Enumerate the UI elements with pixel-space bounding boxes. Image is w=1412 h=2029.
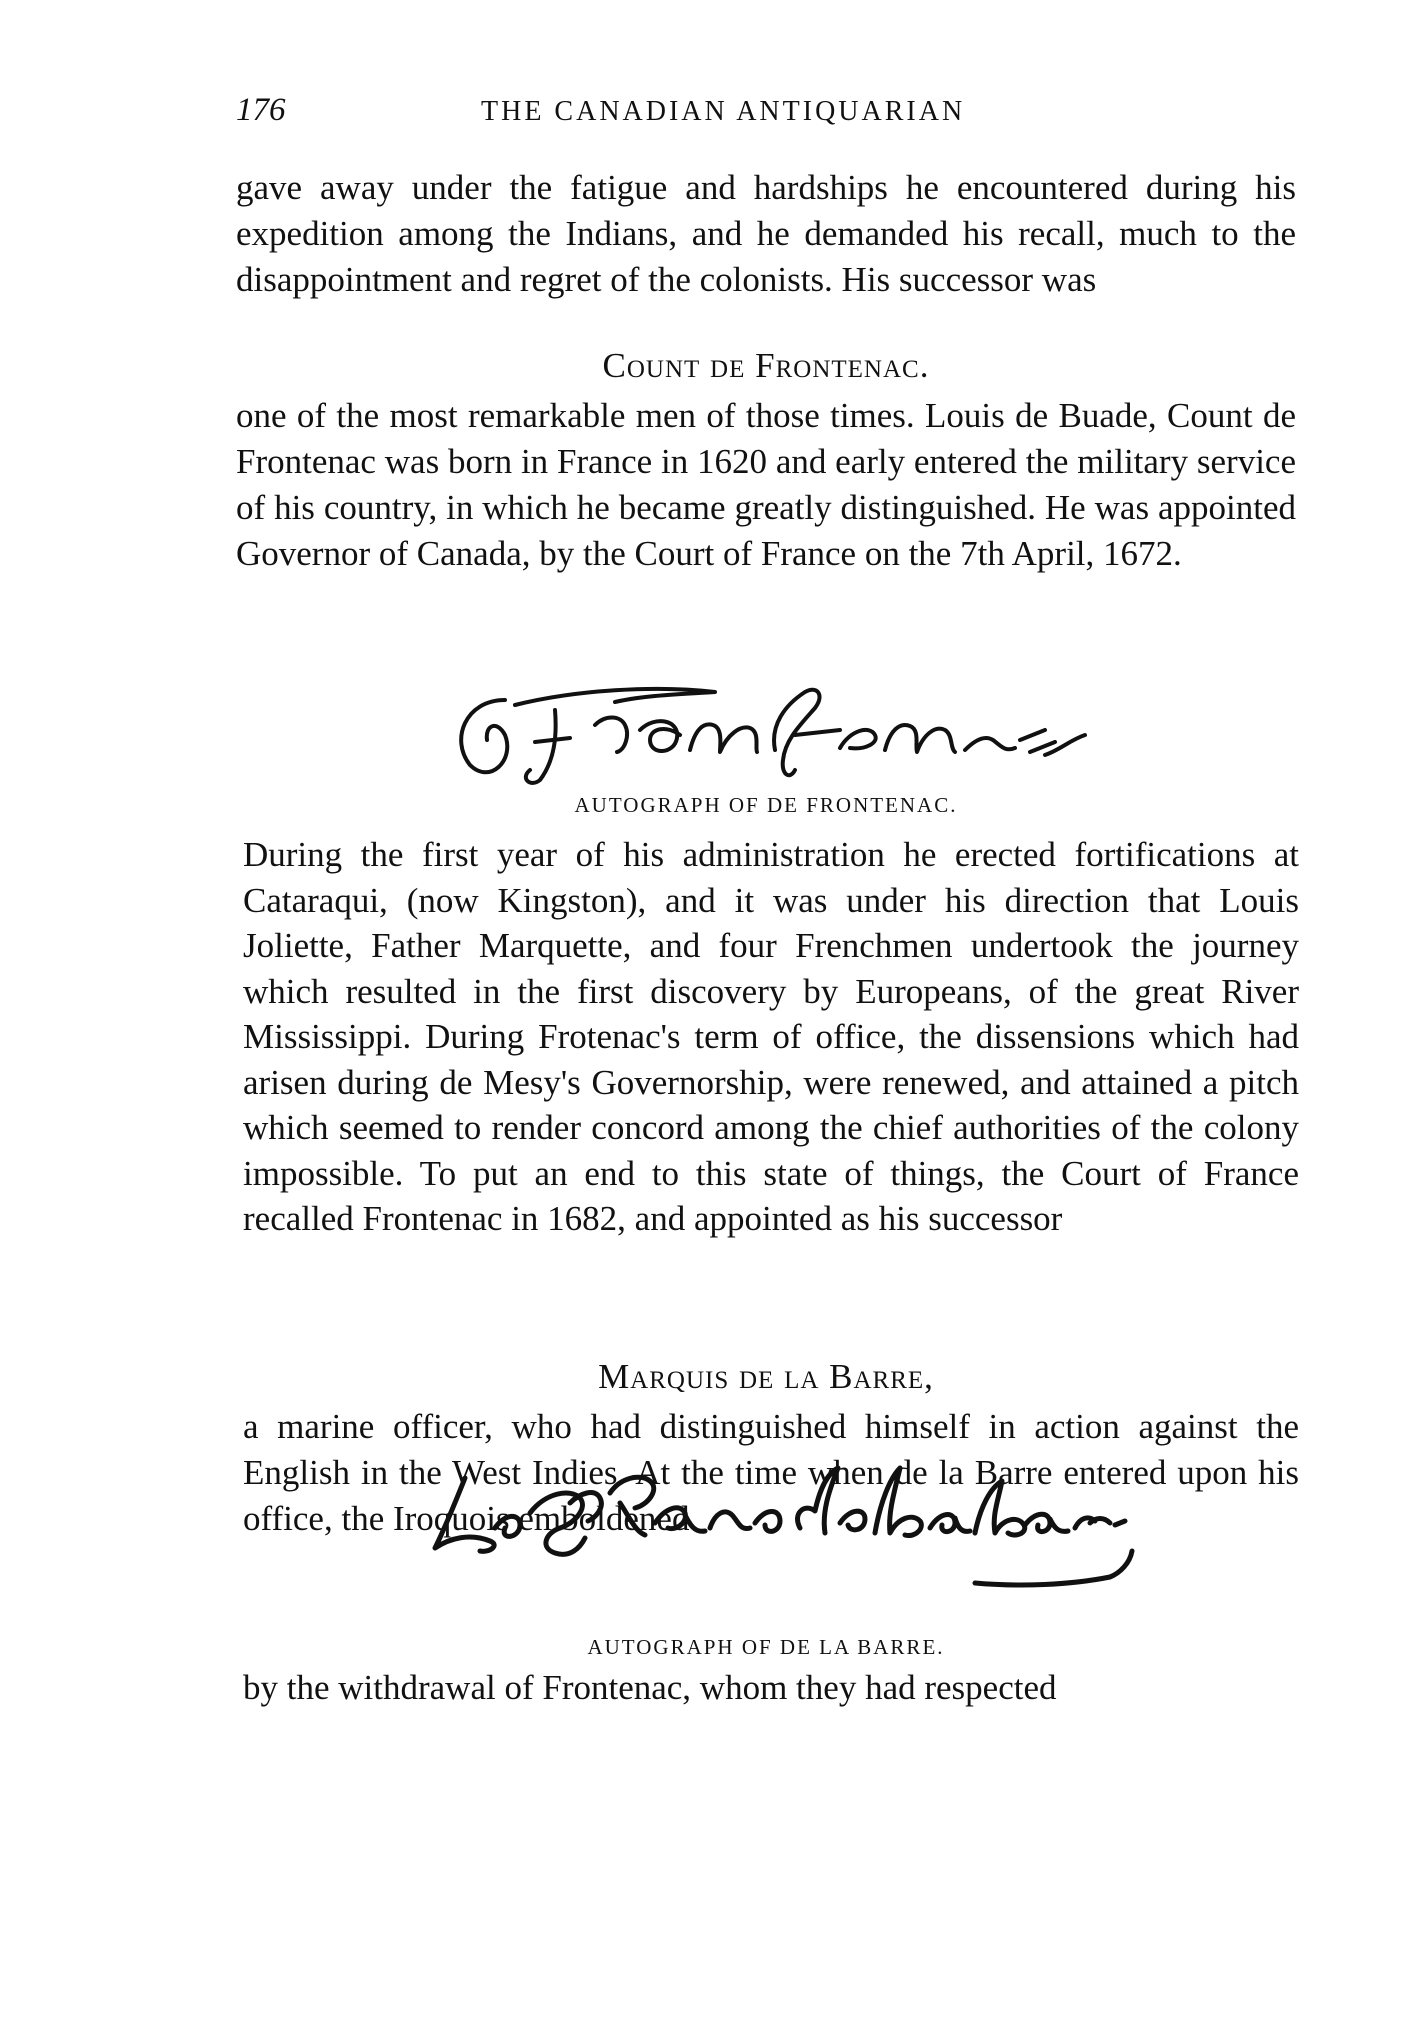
paragraph-1: [236, 165, 1296, 303]
caption-autograph-frontenac: AUTOGRAPH OF DE FRONTENAC.: [574, 793, 958, 817]
page-header: [236, 92, 1306, 136]
caption-autograph-de-la-barre: AUTOGRAPH OF DE LA BARRE.: [587, 1635, 945, 1659]
paragraph-3-text: During the first year of his administration he erected fortifications at Cataraqui, (now Kingston), and it was under his direction that Louis Joliette, Father Marquette, and four Frenchmen undertook the journey which resulted in the first discovery by Europeans, of the great River Mississippi. During Frotenac's term of office, the dissensions which had arisen during de Mesy's Governorship, were renewed, and attained a pitch which seemed to render concord among the chief authorities of the colony impossible. To put an end to this state of things, the Court of France recalled Frontenac in 1682, and appointed as his successor: [243, 835, 1299, 1238]
page-number: 176: [236, 92, 286, 128]
paragraph-5: by the withdrawal of Frontenac, whom they had respected: [243, 1668, 1057, 1707]
running-head: THE CANADIAN ANTIQUARIAN: [481, 96, 966, 127]
heading-marquis-de-la-barre: Marquis de la Barre,: [598, 1357, 934, 1396]
paragraph-2: [236, 393, 1296, 577]
heading-count-de-frontenac: Count de Frontenac.: [602, 346, 930, 385]
paragraph-2-text: one of the most remarkable men of those times. Louis de Buade, Count de Frontenac was born in France in 1620 and early entered the military service of his country, in which he became greatly distinguished. He was appointed Governor of Canada, by the Court of France on the 7th April, 1672.: [236, 396, 1296, 573]
paragraph-4-text: a marine officer, who had distinguished himself in action against the English in the West Indies. At the time when de la Barre entered upon his office, the Iroquois emboldened: [243, 1407, 1299, 1538]
paragraph-1-text: gave away under the fatigue and hardships he encountered during his expedition among the Indians, and he demanded his recall, much to the disappointment and regret of the colonists. His successor was: [236, 168, 1296, 299]
frontenac-signature-icon: [445, 680, 1125, 790]
de-la-barre-signature-icon: [420, 1453, 1140, 1603]
paragraph-3: [243, 832, 1299, 1242]
